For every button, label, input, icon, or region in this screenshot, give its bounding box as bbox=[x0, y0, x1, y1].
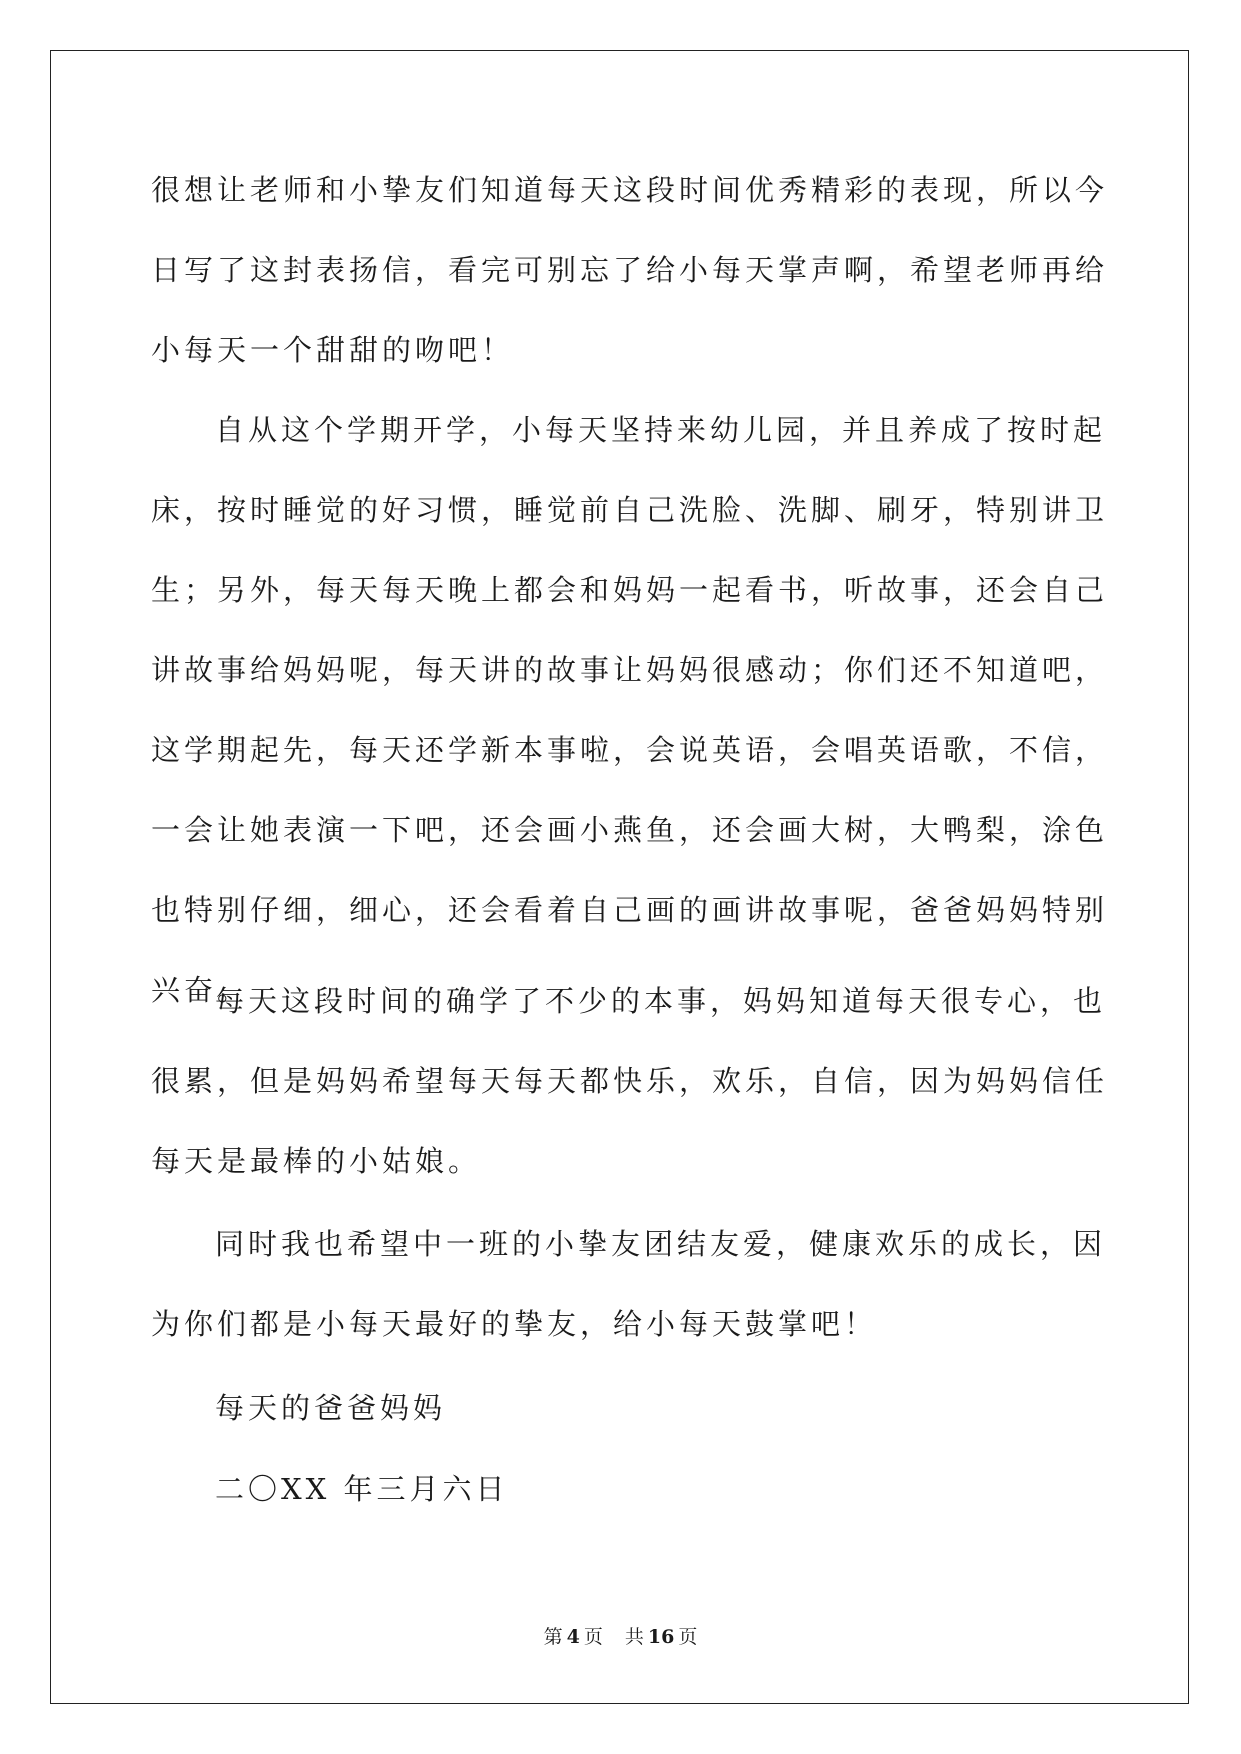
paragraph-classmates: 同时我也希望中一班的小挚友团结友爱，健康欢乐的成长，因为你们都是小每天最好的挚友，给小每天鼓掌吧！ bbox=[151, 1227, 1107, 1341]
footer-total-suffix: 页 bbox=[678, 1626, 698, 1648]
footer-page-word: 页 bbox=[583, 1626, 603, 1648]
footer-total-prefix: 共 bbox=[624, 1626, 644, 1648]
current-page-number: 4 bbox=[566, 1626, 580, 1648]
footer-prefix: 第 bbox=[543, 1626, 563, 1648]
paragraph-continued: 很想让老师和小挚友们知道每天这段时间优秀精彩的表现，所以今日写了这封表扬信，看完可别忘了给小每天掌声啊，希望老师再给小每天一个甜甜的吻吧！ bbox=[151, 173, 1109, 367]
paragraph-achievements: 自从这个学期开学，小每天坚持来幼儿园，并且养成了按时起床，按时睡觉的好习惯，睡觉前自己洗脸、洗脚、刷牙，特别讲卫生；另外，每天每天晚上都会和妈妈一起看书，听故事，还会自己讲故事给妈妈呢，每天讲的故事让妈妈很感动；你们还不知道吧，这学期起先，每天还学新本事啦，会说英语，会唱英语歌，不信，一会让她表演一下吧，还会画小燕鱼，还会画大树，大鸭梨，涂色也特别仔细，细心，还会看着自己画的画讲故事呢，爸爸妈妈特别兴奋。 bbox=[151, 413, 1109, 1007]
signature-date: 二〇XX 年三月六日 bbox=[215, 1472, 509, 1506]
signature-name: 每天的爸爸妈妈 bbox=[215, 1391, 447, 1425]
letter-body bbox=[151, 0, 1111, 1600]
page-footer bbox=[0, 1622, 1241, 1649]
total-pages-number: 16 bbox=[647, 1626, 675, 1648]
paragraph-hope: 每天这段时间的确学了不少的本事，妈妈知道每天很专心，也很累，但是妈妈希望每天每天都快乐，欢乐，自信，因为妈妈信任每天是最棒的小姑娘。 bbox=[151, 984, 1109, 1178]
